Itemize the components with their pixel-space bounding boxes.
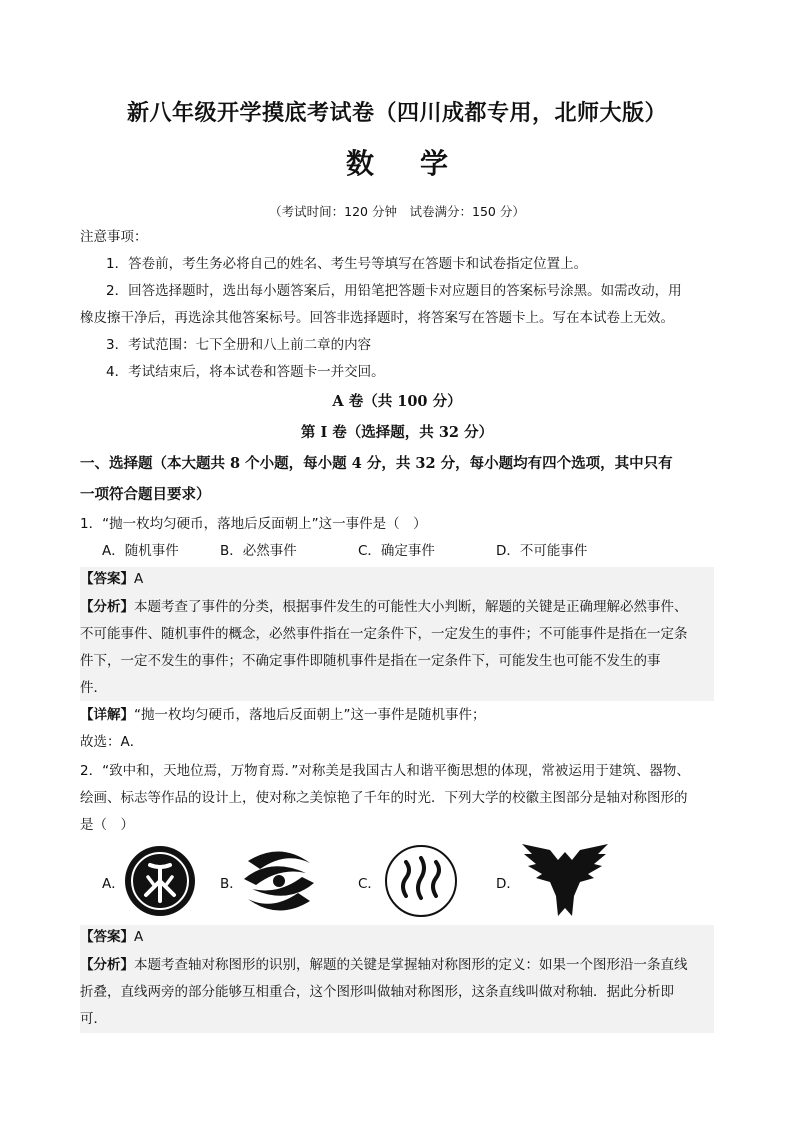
q2-stem-line-3: 是（ ） (80, 817, 134, 833)
note-item-2-line-2: 橡皮擦干净后，再选涂其他答案标号。回答非选择题时，将答案写在答题卡上。写在本试卷上无效。 (80, 310, 674, 326)
q1-analysis-line-2: 不可能事件、随机事件的概念，必然事件指在一定条件下，一定发生的事件；不可能事件是指在一定条 (80, 626, 688, 642)
q2-option-c-label: C． (358, 876, 381, 892)
note-item-2-line-1: 2．回答选择题时，选出每小题答案后，用铅笔把答题卡对应题目的答案标号涂黑。如需改动，用 (106, 283, 682, 299)
q2-option-d-label: D． (496, 876, 520, 892)
subject-heading: 数学 (345, 147, 494, 180)
q1-option-d: D．不可能事件 (496, 543, 588, 559)
q2-answer: 【答案】A (80, 929, 144, 945)
exam-info: （考试时间：120 分钟 试卷满分：150 分） (269, 204, 525, 219)
exam-title: 新八年级开学摸底考试卷（四川成都专用，北师大版） (126, 100, 667, 126)
q1-option-b: B．必然事件 (220, 543, 297, 559)
q2-analysis-line-2: 折叠，直线两旁的部分能够互相重合，这个图形叫做轴对称图形，这条直线叫做对称轴．据此分析即 (80, 984, 674, 1000)
eagle-logo-icon (520, 842, 610, 918)
note-item-4: 4．考试结束后，将本试卷和答题卡一并交回。 (106, 364, 385, 380)
q1-detail: 【详解】“抛一枚均匀硬币，落地后反面朝上”这一事件是随机事件； (80, 707, 486, 723)
choice-section-heading-line-1: 一、选择题（本大题共 8 个小题，每小题 4 分，共 32 分，每小题均有四个选项，其中只有 (80, 455, 673, 472)
swirl-logo-icon (240, 843, 318, 919)
q2-stem-line-2: 绘画、标志等作品的设计上，使对称之美惊艳了千年的时光．下列大学的校徽主图部分是轴对称图形的 (80, 790, 688, 806)
notes-heading: 注意事项： (80, 229, 148, 245)
note-item-1: 1．答卷前，考生务必将自己的姓名、考生号等填写在答题卡和试卷指定位置上。 (106, 256, 588, 272)
peking-university-logo-icon (124, 845, 196, 917)
q1-analysis-line-1: 【分析】本题考查了事件的分类，根据事件发生的可能性大小判断，解题的关键是正确理解必然事件、 (80, 599, 688, 615)
three-flames-logo-icon (384, 844, 458, 918)
q1-analysis-line-3: 件下，一定不发生的事件；不确定事件即随机事件是指在一定条件下，可能发生也可能不发生的事 (80, 653, 661, 669)
q1-option-c: C．确定事件 (358, 543, 435, 559)
note-item-3: 3．考试范围：七下全册和八上前二章的内容 (106, 337, 372, 353)
volume-a-heading: A 卷（共 100 分） (332, 393, 462, 410)
part-one-heading: 第 I 卷（选择题，共 32 分） (300, 424, 494, 441)
q1-answer: 【答案】A (80, 571, 144, 587)
q2-analysis-line-3: 可． (80, 1011, 107, 1027)
q1-choice: 故选：A． (80, 734, 144, 750)
q2-option-a-label: A． (102, 876, 125, 892)
q2-analysis-line-1: 【分析】本题考查轴对称图形的识别，解题的关键是掌握轴对称图形的定义：如果一个图形沿一条直线 (80, 957, 688, 973)
q1-stem: 1．“抛一枚均匀硬币，落地后反面朝上”这一事件是（ ） (80, 516, 427, 532)
q2-option-b-label: B． (220, 876, 243, 892)
q2-stem-line-1: 2．“致中和，天地位焉，万物育焉．”对称美是我国古人和谐平衡思想的体现，常被运用于建筑、器物、 (80, 763, 690, 779)
choice-section-heading-line-2: 一项符合题目要求） (80, 486, 211, 503)
q1-analysis-line-4: 件． (80, 680, 107, 696)
q1-option-a: A．随机事件 (102, 543, 179, 559)
